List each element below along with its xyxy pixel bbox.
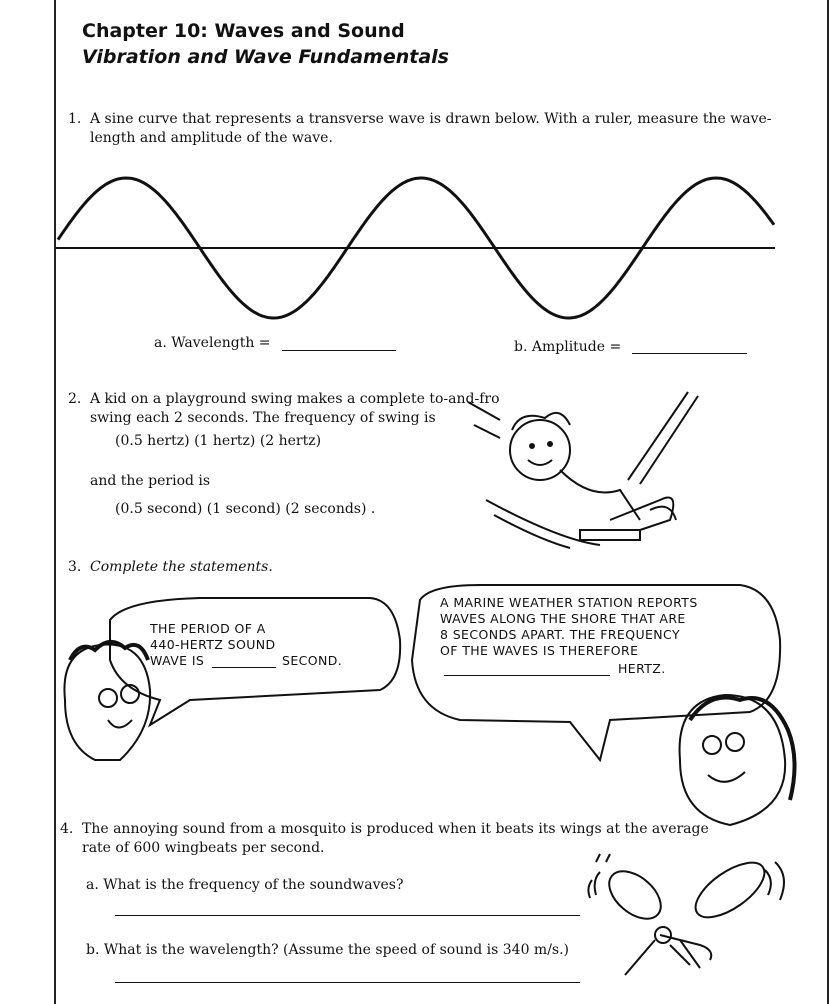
question-3-instruction: Complete the statements. [90, 559, 273, 575]
bubble1-line2: 440-HERTZ SOUND [150, 637, 276, 652]
question-2-line2: swing each 2 seconds. The frequency of swing is [90, 410, 436, 426]
question-1-number: 1. [68, 111, 82, 127]
question-4b: b. What is the wavelength? (Assume the speed of sound is 340 m/s.) [86, 942, 570, 958]
period-answer-line[interactable] [212, 667, 276, 668]
question-2-line1: A kid on a playground swing makes a complete to-and-fro [90, 391, 500, 407]
question-4b-answer-line[interactable] [115, 982, 580, 983]
question-4a: a. What is the frequency of the soundwaves? [86, 877, 404, 893]
mosquito-illustration [588, 852, 784, 975]
bubble2-line1: A MARINE WEATHER STATION REPORTS [440, 595, 698, 610]
question-2-number: 2. [68, 391, 82, 407]
question-2 [68, 390, 508, 428]
question-4a-answer-line[interactable] [115, 915, 580, 916]
bubble1-line1: THE PERIOD OF A [150, 621, 266, 636]
question-3 [68, 558, 273, 577]
period-intro: and the period is [90, 473, 211, 489]
wavelength-label: a. Wavelength = [154, 335, 271, 351]
frequency-options[interactable]: (0.5 hertz) (1 hertz) (2 hertz) [115, 433, 322, 449]
period-options[interactable]: (0.5 second) (1 second) (2 seconds) . [115, 501, 376, 517]
girl-face-left-illustration [64, 642, 150, 760]
chapter-title: Chapter 10: Waves and Sound [82, 20, 405, 42]
bubble2-line4: OF THE WAVES IS THEREFORE [440, 643, 639, 658]
question-4-line1: The annoying sound from a mosquito is produced when it beats its wings at the average [82, 821, 709, 837]
bubble2-line3: 8 SECONDS APART. THE FREQUENCY [440, 627, 680, 642]
question-4 [60, 820, 760, 858]
wavelength-answer-line[interactable] [282, 350, 396, 351]
question-4-line2: rate of 600 wingbeats per second. [82, 840, 325, 856]
question-4-number: 4. [60, 821, 74, 837]
amplitude-label: b. Amplitude = [514, 339, 622, 355]
question-3-number: 3. [68, 559, 82, 575]
bubble2-line5: HERTZ. [618, 661, 666, 676]
section-subtitle: Vibration and Wave Fundamentals [82, 46, 449, 68]
question-1-line2: length and amplitude of the wave. [90, 130, 333, 146]
frequency-answer-line[interactable] [444, 675, 610, 676]
question-1-line1: A sine curve that represents a transverse wave is drawn below. With a ruler, measure the wave- [90, 111, 772, 127]
bubble1-line3: WAVE IS [150, 653, 205, 668]
bubble2-line2: WAVES ALONG THE SHORE THAT ARE [440, 611, 686, 626]
amplitude-answer-line[interactable] [632, 353, 747, 354]
bubble1-line4: SECOND. [282, 653, 343, 668]
